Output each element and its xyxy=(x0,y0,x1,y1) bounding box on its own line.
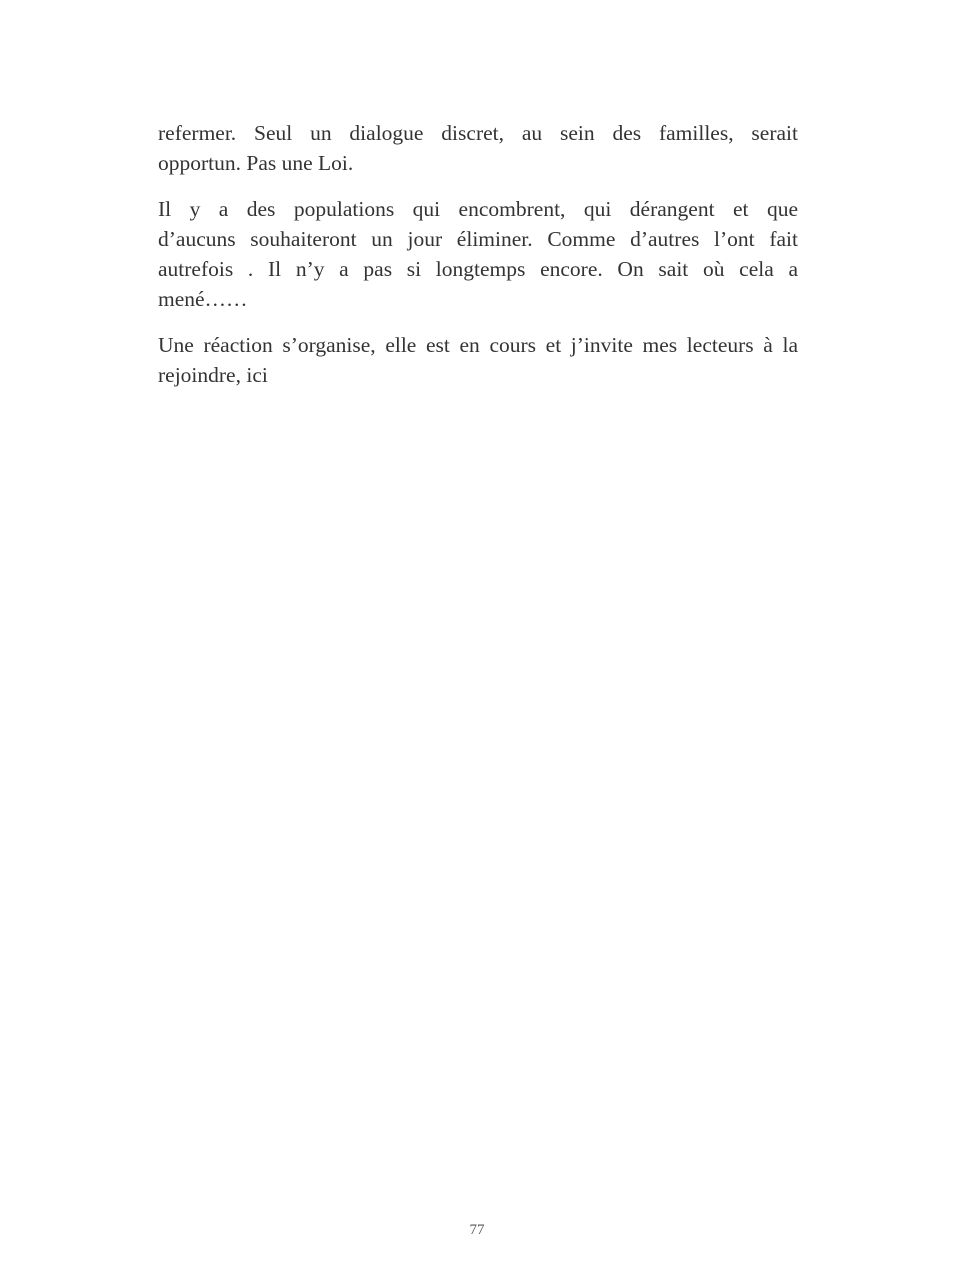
text-line: d’aucuns souhaiteront un jour éliminer. Comme d’autres l’ont fait xyxy=(158,227,798,251)
paragraph-1 xyxy=(158,118,798,178)
text-line: Une réaction s’organise, elle est en cours et j’invite mes lecteurs à la xyxy=(158,333,798,357)
text-line: mené…… xyxy=(158,287,248,311)
paragraph-3 xyxy=(158,330,798,390)
text-line: opportun. Pas une Loi. xyxy=(158,151,354,175)
body-text xyxy=(158,118,798,406)
text-line: autrefois . Il n’y a pas si longtemps encore. On sait où cela a xyxy=(158,257,798,281)
paragraph-2 xyxy=(158,194,798,314)
page-number: 77 xyxy=(469,1222,485,1238)
text-line: refermer. Seul un dialogue discret, au sein des familles, serait xyxy=(158,121,798,145)
text-line: Il y a des populations qui encombrent, qui dérangent et que xyxy=(158,197,798,221)
text-line: rejoindre, ici xyxy=(158,363,268,387)
